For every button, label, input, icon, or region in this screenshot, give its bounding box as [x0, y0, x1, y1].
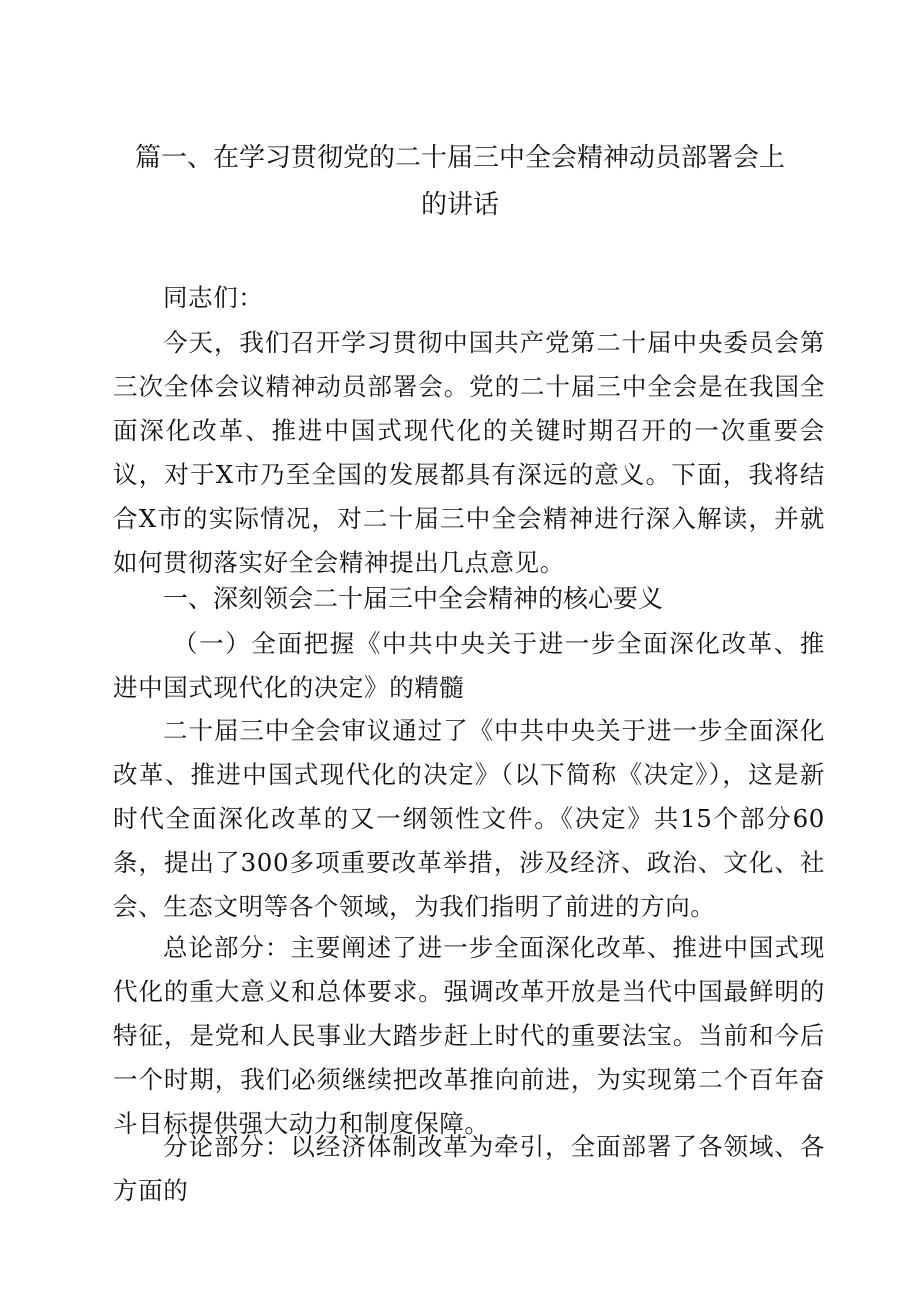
document-title-line-1: 篇一、在学习贯彻党的二十届三中全会精神动员部署会上: [134, 143, 785, 173]
paragraph-intro: 今天，我们召开学习贯彻中国共产党第二十届中央委员会第三次全体会议精神动员部署会。党的二十届三中全会是在我国全面深化改革、推进中国式现代化的关键时期召开的一次重要会议，对于X市乃至全国的发展都具有深远的意义。下面，我将结合X市的实际情况，对二十届三中全会精神进行深入解读，并就如何贯彻落实好全会精神提出几点意见。: [113, 328, 825, 577]
paragraph-general-part: 总论部分：主要阐述了进一步全面深化改革、推进中国式现代化的重大意义和总体要求。强调改革开放是当代中国最鲜明的特征，是党和人民事业大踏步赶上时代的重要法宝。当前和今后一个时期，我们必须继续把改革推向前进，为实现第二个百年奋斗目标提供强大动力和制度保障。: [113, 933, 825, 1138]
salutation: 同志们：: [163, 283, 264, 312]
section-heading-1: 一、深刻领会二十届三中全会精神的核心要义: [163, 584, 664, 613]
document-title-line-2: 的讲话: [420, 190, 499, 220]
paragraph-decision: 二十届三中全会审议通过了《中共中央关于进一步全面深化改革、推进中国式现代化的决定》（以下简称《决定》），这是新时代全面深化改革的又一纲领性文件。《决定》共15个部分60条，提出了300多项重要改革举措，涉及经济、政治、文化、社会、生态文明等各个领域，为我们指明了前进的方向。: [113, 716, 825, 921]
subsection-heading-1: （一）全面把握《中共中央关于进一步全面深化改革、推进中国式现代化的决定》的精髓: [113, 629, 825, 702]
paragraph-specific-part: 分论部分：以经济体制改革为牵引，全面部署了各领域、各方面的: [113, 1132, 825, 1205]
